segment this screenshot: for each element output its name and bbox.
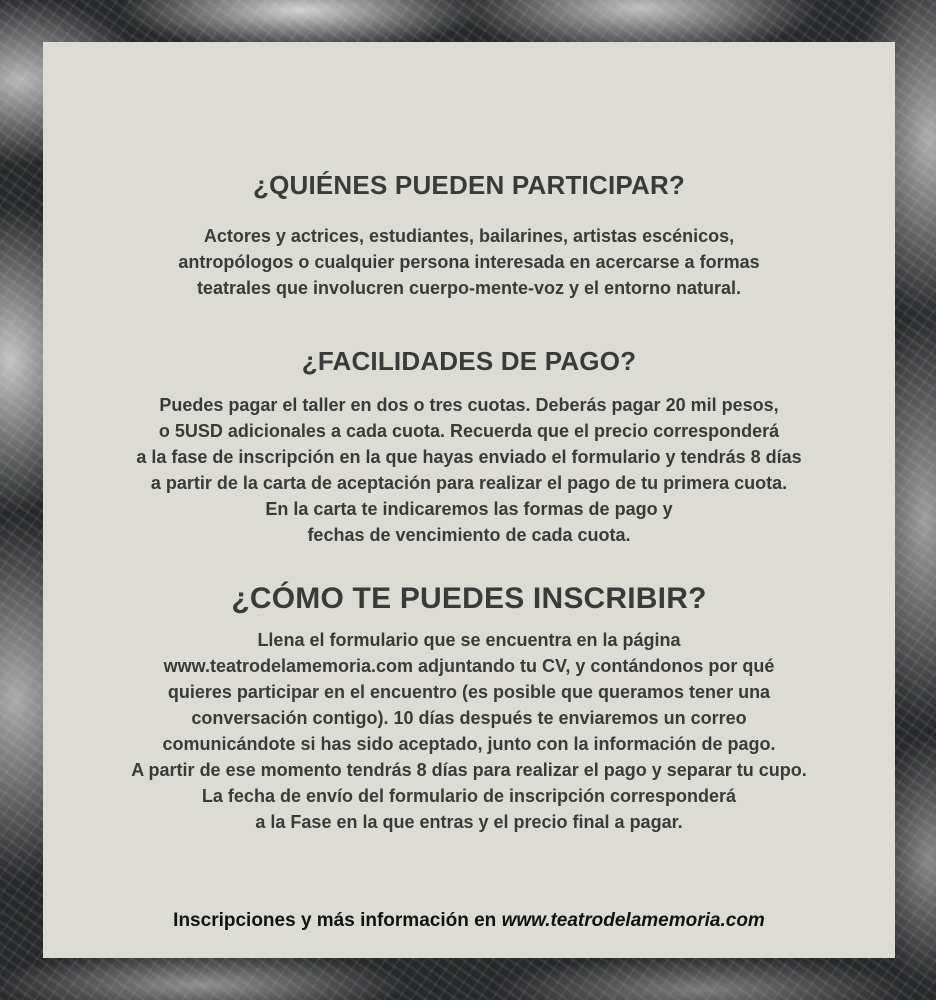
paragraph-line: Actores y actrices, estudiantes, bailarines, artistas escénicos,: [203, 226, 735, 246]
paragraph-line: quieres participar en el encuentro (es posible que queramos tener una: [167, 682, 771, 702]
footer-website-link[interactable]: www.teatrodelamemoria.com: [501, 910, 765, 931]
paragraph-line: fechas de vencimiento de cada cuota.: [307, 525, 631, 545]
paragraph-line: antropólogos o cualquier persona interesada en acercarse a formas: [178, 252, 760, 272]
heading-how-to-register: ¿CÓMO TE PUEDES INSCRIBIR?: [231, 582, 707, 615]
paragraph-line: En la carta te indicaremos las formas de pago y: [265, 499, 673, 519]
paragraph-line: o 5USD adicionales a cada cuota. Recuerda que el precio corresponderá: [158, 421, 780, 441]
paragraph-line: teatrales que involucren cuerpo-mente-voz y el entorno natural.: [196, 278, 742, 298]
paragraph-payment-options: [43, 392, 895, 548]
paragraph-line: Llena el formulario que se encuentra en la página: [257, 630, 681, 650]
paragraph-line: conversación contigo). 10 días después te enviaremos un correo: [191, 708, 747, 728]
paragraph-line: a la Fase en la que entras y el precio final a pagar.: [255, 812, 683, 832]
paragraph-how-to-register: [43, 627, 895, 835]
paragraph-line: comunicándote si has sido aceptado, junto con la información de pago.: [162, 734, 776, 754]
footer-text: Inscripciones y más información en: [173, 910, 502, 931]
paragraph-line: La fecha de envío del formulario de inscripción corresponderá: [201, 786, 737, 806]
paragraph-line: Puedes pagar el taller en dos o tres cuotas. Deberás pagar 20 mil pesos,: [159, 395, 779, 415]
heading-payment-options: ¿FACILIDADES DE PAGO?: [301, 346, 637, 376]
paragraph-line: a partir de la carta de aceptación para realizar el pago de tu primera cuota.: [150, 473, 788, 493]
paragraph-line: www.teatrodelamemoria.com adjuntando tu CV, y contándonos por qué: [163, 656, 775, 676]
info-panel: [43, 42, 895, 958]
paragraph-who-can-participate: [43, 223, 895, 301]
paragraph-line: a la fase de inscripción en la que hayas enviado el formulario y tendrás 8 días: [136, 447, 802, 467]
footer-info: [43, 910, 895, 932]
heading-who-can-participate: ¿QUIÉNES PUEDEN PARTICIPAR?: [252, 170, 686, 200]
paragraph-line: A partir de ese momento tendrás 8 días para realizar el pago y separar tu cupo.: [131, 760, 807, 780]
